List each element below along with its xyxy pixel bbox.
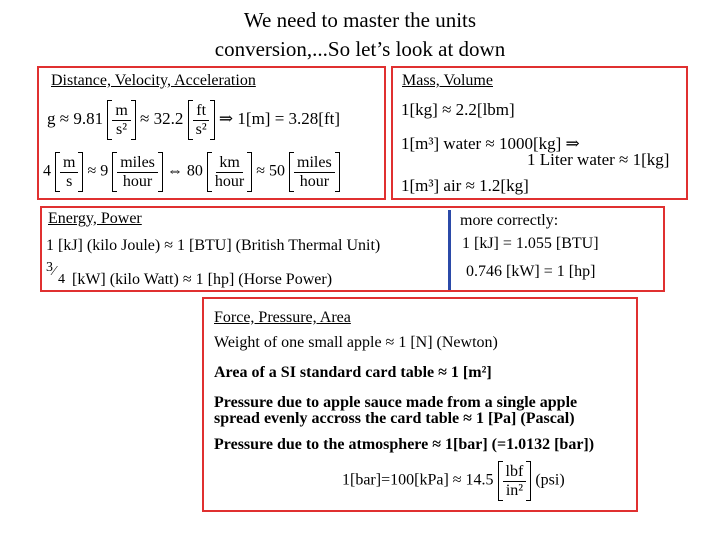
force-pressure-box (202, 297, 638, 512)
mass-line-2: 1[m³] water ≈ 1000[kg] ⇒ (401, 134, 580, 153)
slide-title (0, 6, 720, 64)
mass-line-3: 1 Liter water ≈ 1[kg] (527, 150, 670, 169)
mass-line-1: 1[kg] ≈ 2.2[lbm] (401, 100, 515, 119)
energy-line-2: 3 ⁄ 4 [kW] (kilo Watt) ≈ 1 [hp] (Horse Power) (46, 260, 333, 288)
correct-line-1: 1 [kJ] = 1.055 [BTU] (462, 235, 599, 252)
force-line-5: Pressure due to the atmosphere ≈ 1[bar] (=1.0132 [bar]) (214, 436, 595, 453)
correct-header: more correctly: (460, 212, 559, 229)
title-line-2: conversion,...So let’s look at down (214, 37, 506, 61)
correct-line-2: 0.746 [kW] = 1 [hp] (466, 263, 596, 280)
distance-header: Distance, Velocity, Acceleration (51, 72, 256, 89)
mass-volume-box (391, 66, 688, 200)
mass-line-4: 1[m³] air ≈ 1.2[kg] (401, 176, 529, 195)
speed-equation: 4 $\frac{m}{s}$ ≈ 9 $\frac{\text{miles}}{\text{hour}}$ ⇔ 80 $\frac{km}{\text{hour}}$ ≈ 50 $\frac{\text{miles}}{\text{hour}}$ (43, 152, 340, 192)
three-quarter-fraction: 3 ⁄ 4 (46, 260, 65, 287)
energy-divider (448, 210, 451, 290)
distance-velocity-box (37, 66, 386, 200)
force-line-3: Pressure due to apple sauce made from a single apple (214, 394, 578, 411)
energy-line-1: 1 [kJ] (kilo Joule) ≈ 1 [BTU] (British Thermal Unit) (46, 237, 381, 254)
mass-header: Mass, Volume (402, 72, 493, 89)
gravity-unit-imperial: $\frac{ft}{\text{s²}}$ (188, 100, 215, 140)
energy-header: Energy, Power (48, 210, 142, 227)
force-line-4: spread evenly accross the card table ≈ 1 [Pa] (Pascal) (214, 410, 575, 427)
title-line-1: We need to master the units (243, 8, 477, 32)
force-line-1: Weight of one small apple ≈ 1 [N] (Newton) (214, 334, 498, 351)
force-header: Force, Pressure, Area (214, 309, 351, 326)
gravity-equation: g ≈ 9.81 $\frac{m}{\text{s²}}$ ≈ 32.2 $\frac{ft}{\text{s²}}$ ⇒ 1[m] = 3.28[ft] (47, 100, 340, 140)
force-line-2: Area of a SI standard card table ≈ 1 [m²] (214, 364, 492, 381)
bar-psi-equation: 1[bar]=100[kPa] ≈ 14.5 $\frac{\text{lbf}}{\text{in²}}$ (psi) (342, 461, 565, 501)
energy-power-box (40, 206, 665, 292)
gravity-unit-si: $\frac{m}{\text{s²}}$ (107, 100, 135, 140)
